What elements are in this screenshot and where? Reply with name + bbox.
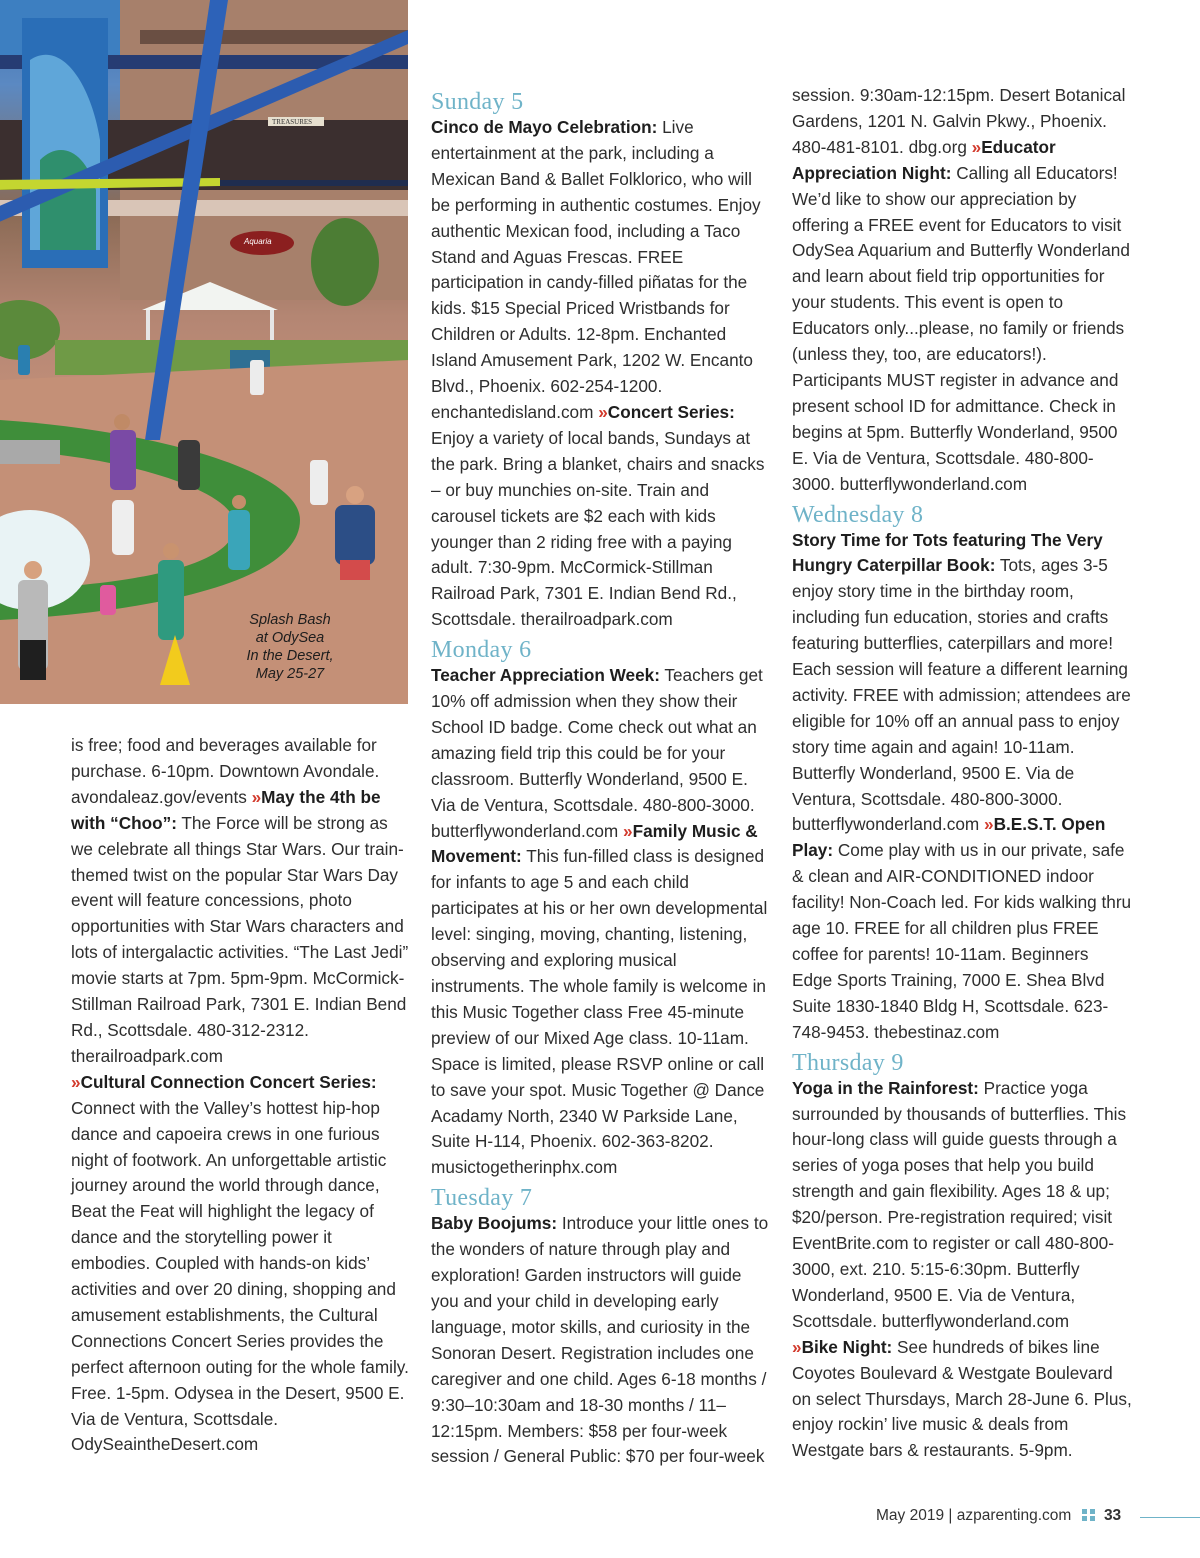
- day-heading-tuesday: Tuesday 7: [431, 1185, 533, 1212]
- footer-rule: [1140, 1517, 1200, 1518]
- event-text: Live entertainment at the park, including a Mexican Band & Ballet Folklorico, who will be performing in authentic costumes. Enjoy authentic Mexican food, including a Taco Stand and Aguas Frescas. FREE participation in candy-filled piñatas for the kids. $15 Special Priced Wristbands for Children or Adults. 12-8pm. Enchanted Island Amusement Park, 1202 W. Encanto Blvd., Phoenix. 602-254-1200. enchantedisland.com: [431, 117, 761, 422]
- listing-paragraph: [71, 1070, 411, 1459]
- event-text: Tots, ages 3-5 enjoy story time in the birthday room, including fun education, stories and crafts featuring butterflies, caterpillars and more! Each session will feature a different learning activity. FREE with admission; attendees are eligible for 10% off an annual pass to enjoy story time again and again! 10-11am. Butterfly Wonderland, 9500 E. Via de Ventura, Scottsdale. 480-800-3000. butterflywonderland.com: [792, 555, 1131, 835]
- footer-text: May 2019 | azparenting.com: [876, 1507, 1072, 1524]
- day-heading-monday: Monday 6: [431, 637, 532, 664]
- event-title: Yoga in the Rainforest:: [792, 1077, 979, 1098]
- marker-icon: »: [984, 814, 994, 835]
- event-title: Teacher Appreciation Week:: [431, 665, 660, 686]
- listing-paragraph: [792, 1076, 1132, 1335]
- listing-paragraph: [431, 1211, 771, 1470]
- event-title: B.E.S.T. Open Play:: [792, 814, 1106, 861]
- event-text: session. 9:30am-12:15pm. Desert Botanical Gardens, 1201 N. Galvin Pkwy., Phoenix. 480-481-8101. dbg.org: [792, 85, 1126, 157]
- listing-paragraph: [792, 1335, 1132, 1465]
- event-title: Baby Boojums:: [431, 1213, 558, 1234]
- listing-paragraph: [431, 663, 771, 1181]
- day-heading-wednesday: Wednesday 8: [792, 501, 924, 528]
- column-3: [792, 83, 1132, 1464]
- caption-line: May 25-27: [255, 666, 325, 682]
- event-title: May the 4th be with “Choo”:: [71, 786, 381, 833]
- event-text: This fun-filled class is designed for infants to age 5 and each child participates at his or her own developmental level: singing, moving, chanting, listening, observing and exploring musical instruments. The whole family is welcome in this Music Together class Free 45-minute preview of our Mixed Age class. 10-11am. Space is limited, please RSVP online or call to save your spot. Music Together @ Dance Acadamy North, 2340 W Parkside Lane, Suite H-114, Phoenix. 602-363-8202. musictogetherinphx.com: [431, 846, 768, 1178]
- column-1: [71, 733, 411, 1458]
- event-photo: [0, 0, 408, 704]
- caption-line: at OdySea: [255, 630, 325, 646]
- event-text: is free; food and beverages available for purchase. 6-10pm. Downtown Avondale. avondaleaz.gov/events: [71, 735, 380, 807]
- event-text: Come play with us in our private, safe & clean and AIR-CONDITIONED indoor facility! Non-Coach led. For kids walking thru age 10. FREE for all children plus FREE coffee for parents! 10-11am. Beginners Edge Sports Training, 7000 E. Shea Blvd Suite 1830-1840 Bldg H, Scottsdale. 623- 748-9453. thebestinaz.com: [792, 840, 1132, 1042]
- photo-caption: [230, 611, 350, 683]
- event-text: Practice yoga surrounded by thousands of butterflies. This hour-long class will guide guests through a series of yoga poses that help you build strength and gain flexibility. Ages 18 & up; $20/person. Pre-registration required; visit EventBrite.com to register or call 480-800-3000, ext. 210. 5:15-6:30pm. Butterfly Wonderland, 9500 E. Via de Ventura, Scottsdale. butterflywonderland.com: [792, 1077, 1127, 1331]
- event-text: Enjoy a variety of local bands, Sundays at the park. Bring a blanket, chairs and snacks – or buy munchies on-site. Train and carousel tickets are $2 each with kids younger than 2 riding free with a paying adult. 7:30-9pm. McCormick-Stillman Railroad Park, 7301 E. Indian Bend Rd., Scottsdale. therailroadpark.com: [431, 427, 765, 630]
- listing-paragraph: [792, 83, 1132, 498]
- marker-icon: »: [623, 820, 633, 841]
- event-title: Cultural Connection Concert Series:: [80, 1071, 377, 1092]
- event-text: Calling all Educators! We’d like to show our appreciation by offering a FREE event for Educators to visit OdySea Aquarium and Butterfly Wonderland and learn about field trip opportunities for your students. This event is open to Educators only...please, no family or friends (unless they, too, are educators!). Participants MUST register in advance and present school ID for admittance. Check in begins at 5pm. Butterfly Wonderland, 9500 E. Via de Ventura, Scottsdale. 480-800-3000. butterflywonderland.com: [792, 162, 1130, 494]
- restaurant-sign-text: Aquaria: [244, 237, 272, 246]
- event-text: Introduce your little ones to the wonders of nature through play and exploration! Garden instructors will guide you and your child in developing early language, motor skills, and curiosity in the Sonoran Desert. Registration includes one caregiver and one child. Ages 6-18 months / 9:30–10:30am and 18-30 months / 11–12:15pm. Members: $58 per four-week session / General Public: $70 per four-week: [431, 1213, 769, 1467]
- marker-icon: »: [971, 136, 982, 157]
- caption-line: In the Desert,: [246, 648, 334, 664]
- event-text: Connect with the Valley’s hottest hip-hop dance and capoeira crews in one furious night of footwork. An unforgettable artistic journey around the world through dance, Beat the Feat will highlight the legacy of dance and the storytelling power it embodies. Coupled with hands-on kids’ activities and over 20 dining, shopping and amusement establishments, the Cultural Connections Concert Series provides the perfect afternoon outing for the whole family. Free. 1-5pm. Odysea in the Desert, 9500 E. Via de Ventura, Scottsdale. OdySeaintheDesert.com: [71, 1097, 409, 1455]
- page-footer: [876, 1507, 1121, 1525]
- listing-paragraph: [431, 115, 771, 633]
- marker-icon: »: [598, 401, 608, 422]
- grid-squares-icon: [1082, 1509, 1096, 1521]
- event-title: Educator Appreciation Night:: [792, 136, 1056, 183]
- column-2: [431, 85, 771, 1470]
- event-text: The Force will be strong as we celebrate all things Star Wars. Our train-themed twist on the popular Star Wars Day event will feature concessions, photo opportunities with Star Wars characters and lots of intergalactic activities. “The Last Jedi” movie starts at 7pm. 5pm-9pm. McCormick-Stillman Railroad Park, 7301 E. Indian Bend Rd., Scottsdale. 480-312-2312. therailroadpark.com: [71, 812, 409, 1066]
- sign-text: TREASURES: [272, 118, 313, 126]
- event-text: Teachers get 10% off admission when they show their School ID badge. Come check out what an amazing field trip this could be for your classroom. Butterfly Wonderland, 9500 E. Via de Ventura, Scottsdale. 480-800-3000. butterflywonderland.com: [431, 665, 763, 841]
- day-heading-sunday: Sunday 5: [431, 89, 524, 115]
- listing-paragraph: [792, 528, 1132, 1046]
- event-text: See hundreds of bikes line Coyotes Boulevard & Westgate Boulevard on select Thursdays, March 28-June 6. Plus, enjoy rockin’ live music & deals from Westgate bars & restaurants. 5-9pm.: [792, 1336, 1132, 1461]
- event-title: Cinco de Mayo Celebration:: [431, 117, 658, 137]
- marker-icon: »: [71, 1071, 81, 1092]
- event-title: Story Time for Tots featuring The Very Hungry Caterpillar Book:: [792, 529, 1103, 576]
- marker-icon: »: [792, 1336, 802, 1357]
- event-title: Family Music & Movement:: [431, 820, 758, 867]
- listing-paragraph: [71, 733, 411, 1070]
- event-title: Concert Series:: [607, 401, 735, 422]
- marker-icon: »: [251, 786, 262, 807]
- event-title: Bike Night:: [801, 1336, 893, 1357]
- caption-line: Splash Bash: [249, 612, 331, 628]
- photo-scene: [0, 0, 408, 704]
- day-heading-thursday: Thursday 9: [792, 1049, 904, 1076]
- page-number: 33: [1103, 1507, 1122, 1524]
